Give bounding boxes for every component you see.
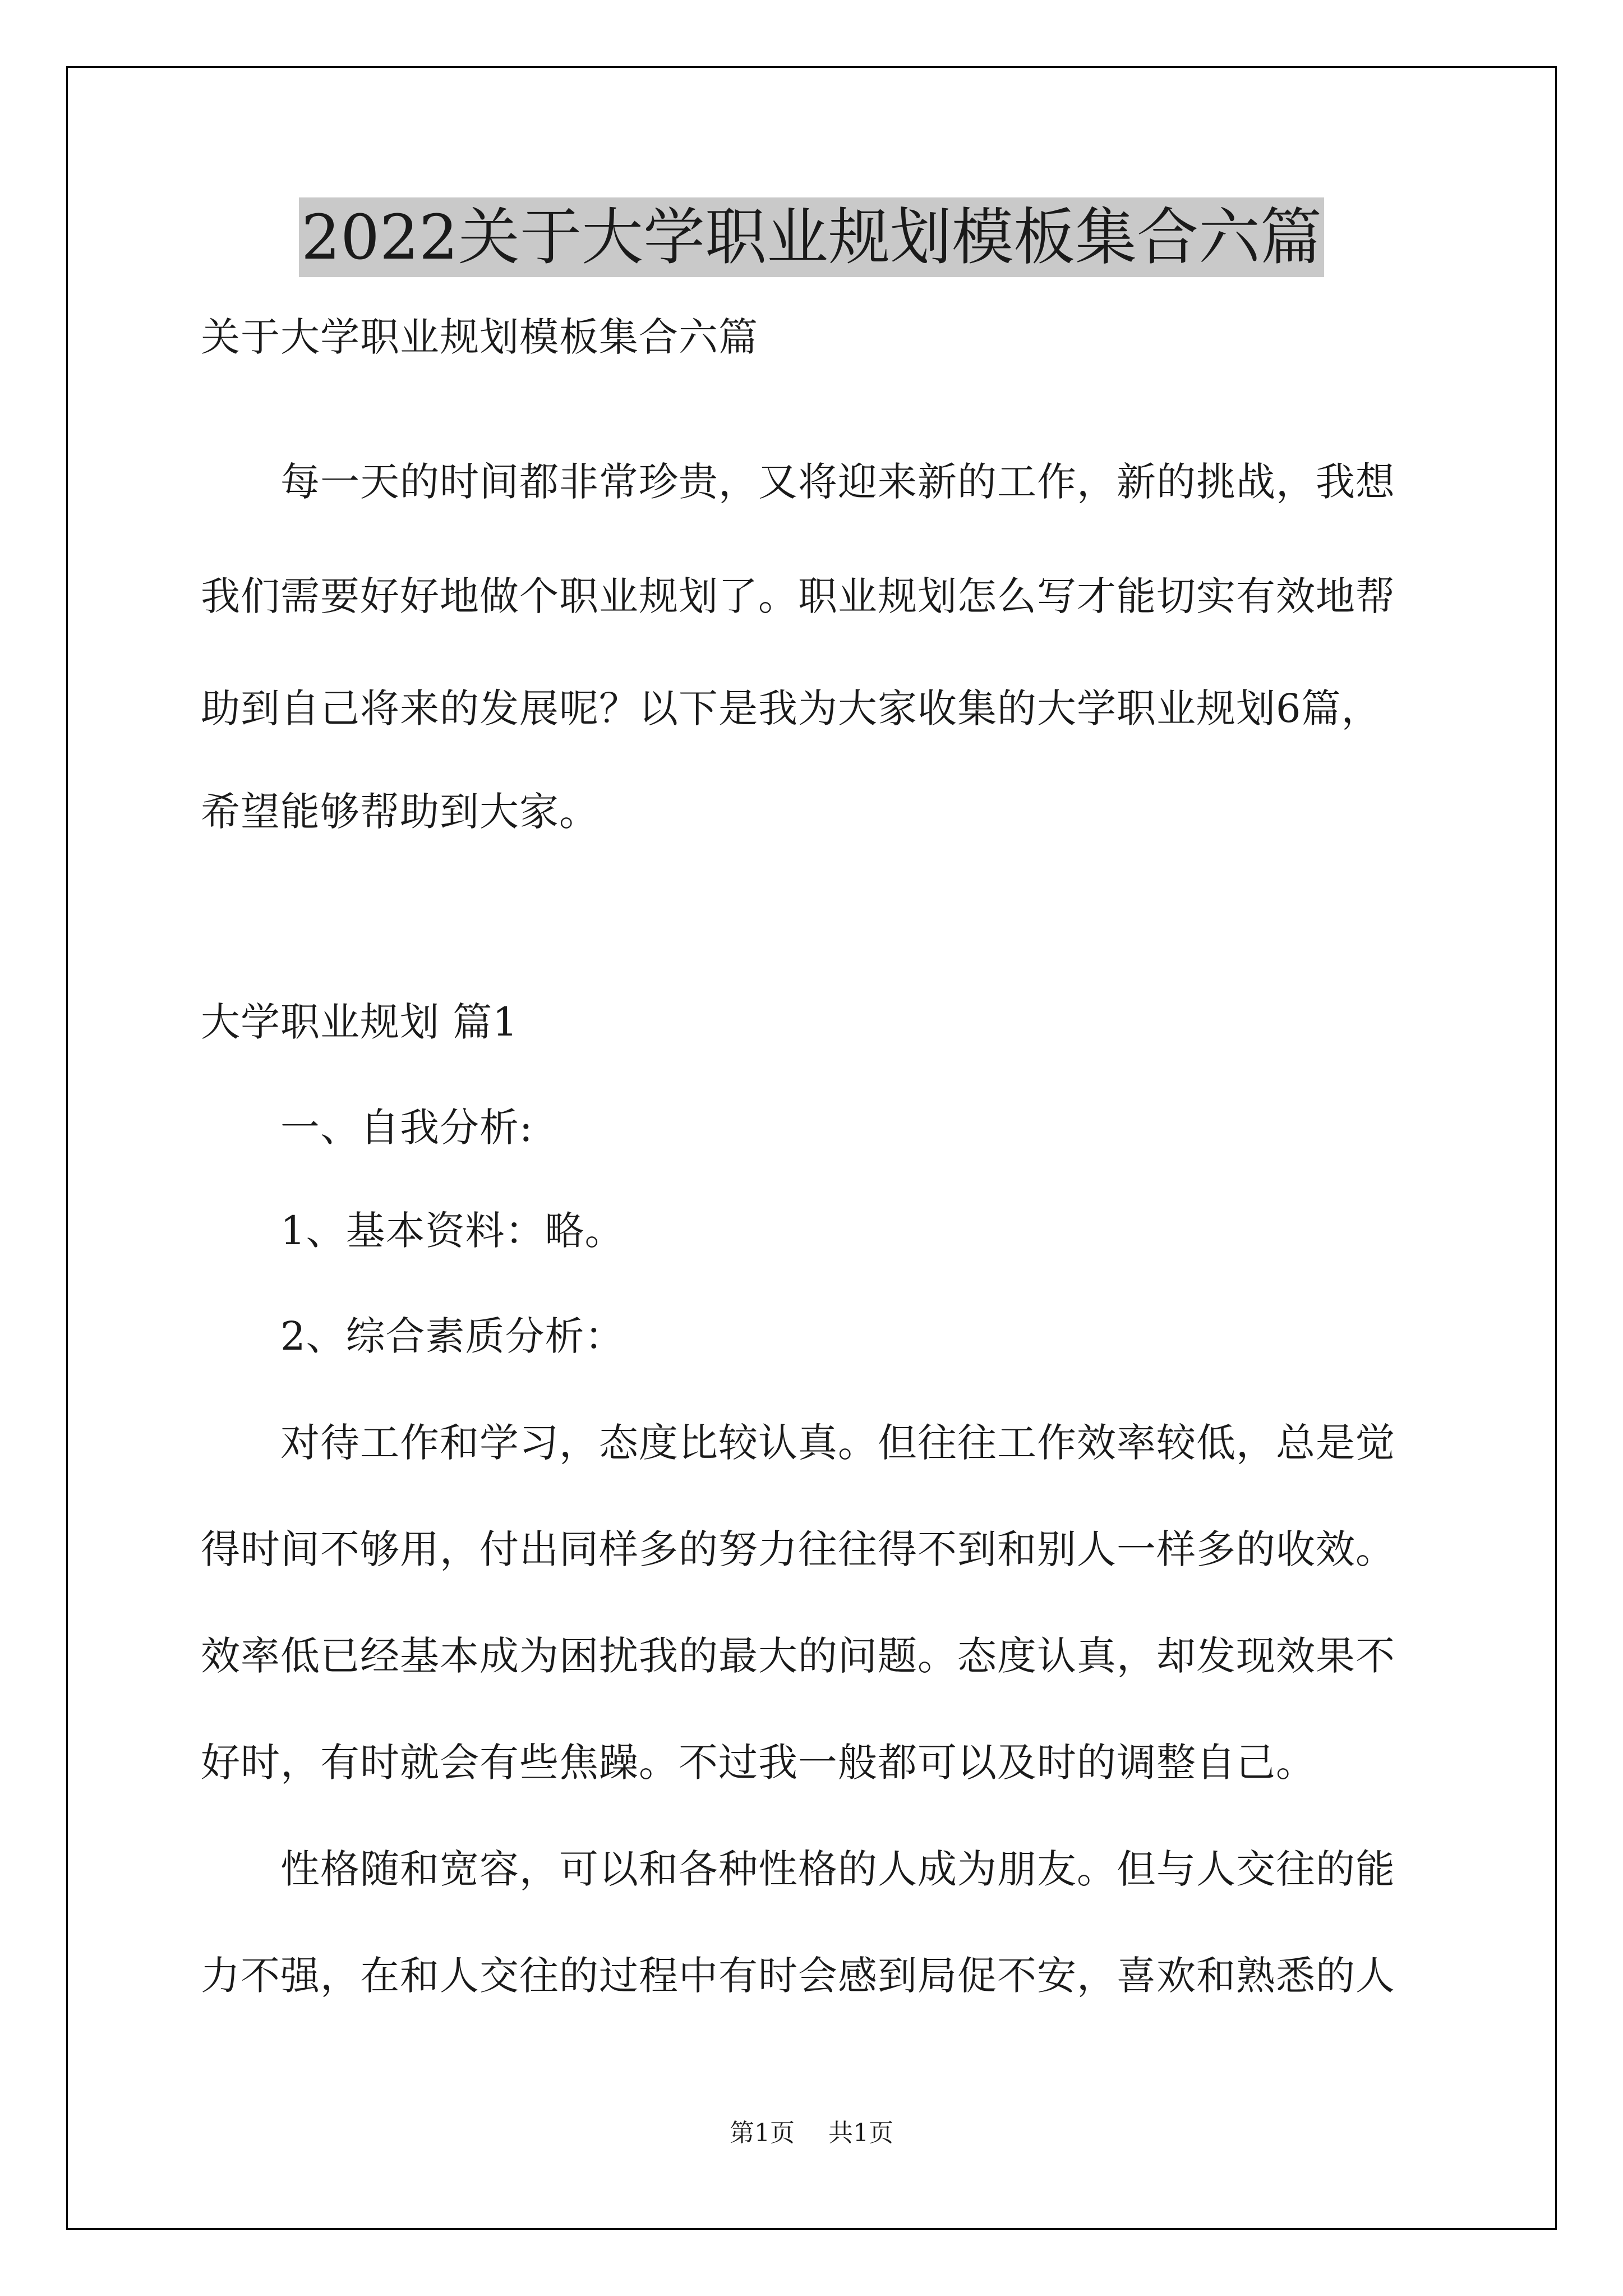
page-number: 第1页: [730, 2119, 795, 2147]
section-heading: 大学职业规划 篇1: [201, 999, 518, 1045]
page-total: 共1页: [828, 2119, 893, 2147]
para1-line-1: 对待工作和学习，态度比较认真。但往往工作效率较低，总是觉: [280, 1420, 1395, 1466]
item-basic-info: 1、基本资料：略。: [280, 1208, 625, 1254]
para1-line-2: 得时间不够用，付出同样多的努力往往得不到和别人一样多的收效。: [201, 1526, 1395, 1572]
page-footer: [0, 2118, 1623, 2149]
intro-line-1: 每一天的时间都非常珍贵，又将迎来新的工作，新的挑战，我想: [280, 459, 1395, 505]
item-quality-analysis: 2、综合素质分析：: [280, 1313, 625, 1359]
para1-line-3: 效率低已经基本成为困扰我的最大的问题。态度认真，却发现效果不: [201, 1633, 1395, 1679]
intro-line-2: 我们需要好好地做个职业规划了。职业规划怎么写才能切实有效地帮: [201, 573, 1395, 619]
intro-line-4: 希望能够帮助到大家。: [201, 789, 599, 835]
para2-line-2: 力不强，在和人交往的过程中有时会感到局促不安，喜欢和熟悉的人: [201, 1953, 1395, 1999]
document-title: 2022关于大学职业规划模板集合六篇: [299, 197, 1324, 277]
title-container: [0, 197, 1623, 277]
document-subtitle: 关于大学职业规划模板集合六篇: [201, 314, 758, 360]
heading-self-analysis: 一、自我分析:: [280, 1105, 533, 1151]
para2-line-1: 性格随和宽容，可以和各种性格的人成为朋友。但与人交往的能: [280, 1846, 1395, 1892]
intro-line-3: 助到自己将来的发展呢？以下是我为大家收集的大学职业规划6篇，: [201, 685, 1381, 731]
para1-line-4: 好时，有时就会有些焦躁。不过我一般都可以及时的调整自己。: [201, 1740, 1316, 1786]
